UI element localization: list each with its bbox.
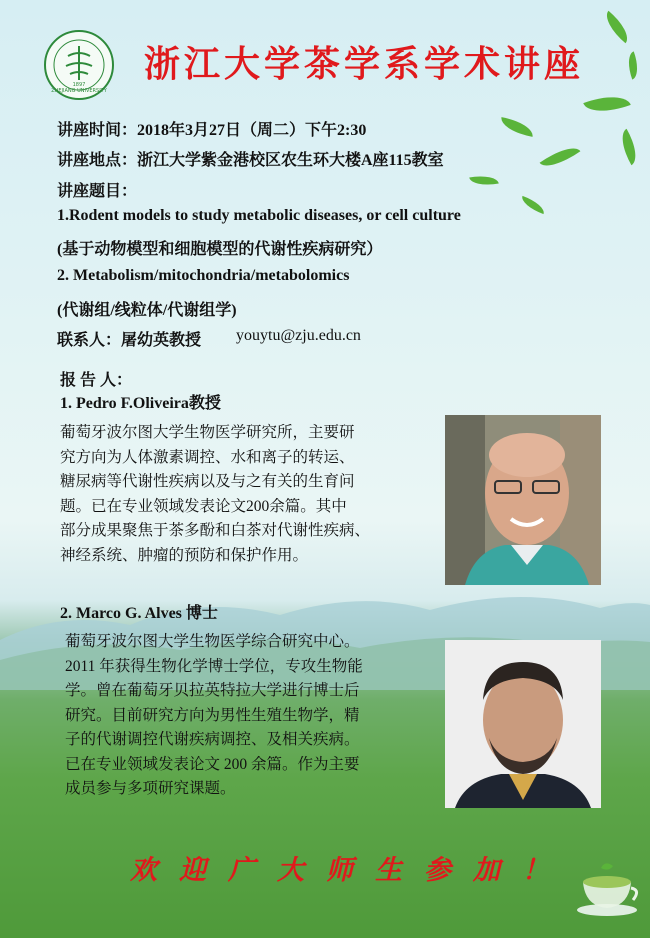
page-title: 浙江大学茶学系学术讲座 <box>144 43 585 85</box>
topic-label: 讲座题目： <box>57 183 138 200</box>
lecture-place: 讲座地点：浙江大学紫金港校区农生环大楼A座115教室 <box>57 152 444 169</box>
reporter2-bio: 葡萄牙波尔图大学生物医学综合研究中心。 2011 年获得生物化学博士学位，专攻生物能 学。曾在葡萄牙贝拉英特拉大学进行博士后 研究。目前研究方向为男性生殖生物学，精 子的代谢调控代谢疾病调控、及相关疾病。 已在专业领域发表论文 200 余篇。作为主要 成员参与多项研究课题。 <box>65 633 363 797</box>
reporter1-name: 1. Pedro F.Oliveira教授 <box>60 395 221 412</box>
lecture-time: 讲座时间：2018年3月27日（周二）下午2:30 <box>57 122 367 139</box>
university-logo <box>44 30 114 100</box>
reporter2-photo <box>445 640 601 808</box>
contact-label: 联系人：屠幼英教授 <box>57 332 202 349</box>
reporter2-name: 2. Marco G. Alves 博士 <box>60 605 218 622</box>
logo-year: 1897 <box>72 82 86 88</box>
tea-cup-icon <box>575 860 639 918</box>
topic1-en: 1.Rodent models to study metabolic diseases, or cell culture <box>57 207 461 224</box>
reporters-label: 报 告 人： <box>60 372 133 389</box>
topic1-cn: (基于动物模型和细胞模型的代谢性疾病研究） <box>57 241 383 258</box>
topic2-cn: (代谢组/线粒体/代谢组学) <box>57 302 237 319</box>
reporter1-bio: 葡萄牙波尔图大学生物医学研究所，主要研 究方向为人体激素调控、水和离子的转运、 糖尿病等代谢性疾病以及与之有关的生育问 题。已在专业领域发表论文200余篇。其中 部分成果聚焦于茶多酚和白茶对代谢性疾病、 神经系统、肿瘤的预防和保护作用。 <box>60 424 371 564</box>
contact-email: youytu@zju.edu.cn <box>236 327 361 344</box>
logo-text: ZHEJIANG UNIVERSITY <box>51 88 107 94</box>
topic2-en: 2. Metabolism/mitochondria/metabolomics <box>57 267 350 284</box>
welcome-text: 欢迎广大师生参加！ <box>130 855 571 886</box>
reporter1-photo <box>445 415 601 585</box>
